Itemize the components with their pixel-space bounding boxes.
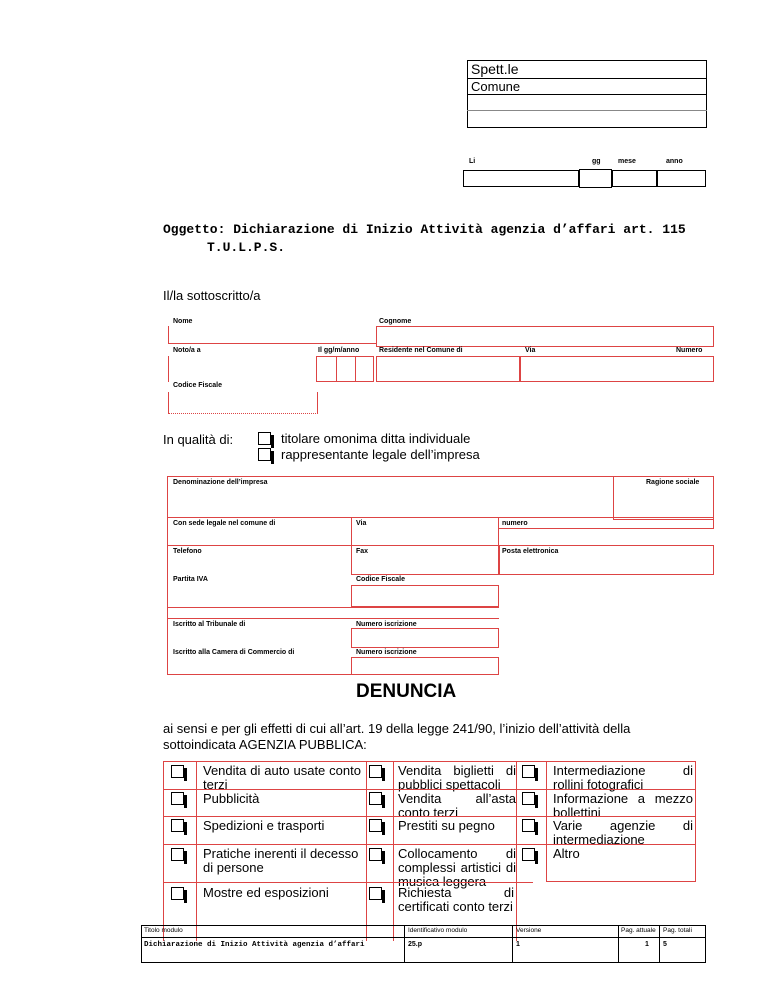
label-num-iscr1: Numero iscrizione bbox=[356, 621, 417, 628]
ragione-sociale-field[interactable] bbox=[613, 476, 714, 520]
checkbox-pegno[interactable] bbox=[369, 819, 382, 832]
nome-field[interactable] bbox=[168, 326, 376, 344]
checkbox-collocamento[interactable] bbox=[369, 848, 382, 861]
company-via-field[interactable] bbox=[351, 517, 499, 547]
date-anno-field[interactable] bbox=[657, 170, 706, 187]
data-nascita-field[interactable] bbox=[316, 356, 374, 382]
date-mese-label: mese bbox=[618, 158, 636, 165]
activity-spedizioni: Spedizioni e trasporti bbox=[203, 818, 325, 833]
option-titolare: titolare omonima ditta individuale bbox=[281, 431, 471, 446]
label-fax: Fax bbox=[356, 548, 369, 555]
denuncia-title: DENUNCIA bbox=[356, 681, 457, 702]
date-li-label: Li bbox=[469, 158, 476, 165]
recipient-field[interactable] bbox=[467, 110, 707, 111]
footer-h-pag: Pag. attuale bbox=[621, 927, 656, 934]
fax-field[interactable] bbox=[351, 545, 499, 575]
activity-mostre: Mostre ed esposizioni bbox=[203, 885, 329, 900]
num-iscr1-field[interactable] bbox=[351, 628, 499, 648]
activity-altro: Altro bbox=[553, 846, 580, 861]
capacity-label: In qualità di: bbox=[163, 432, 234, 447]
company-numero-field[interactable] bbox=[499, 517, 714, 529]
checkbox-spedizioni[interactable] bbox=[171, 819, 184, 832]
cognome-field[interactable] bbox=[376, 326, 714, 347]
checkbox-biglietti[interactable] bbox=[369, 765, 382, 778]
date-place-field[interactable] bbox=[463, 170, 579, 187]
company-cf-field[interactable] bbox=[351, 585, 499, 607]
label-email: Posta elettronica bbox=[502, 548, 559, 555]
label-denominazione: Denominazione dell’impresa bbox=[173, 479, 268, 486]
label-codice-fiscale: Codice Fiscale bbox=[173, 382, 223, 389]
date-gg-label: gg bbox=[592, 158, 601, 165]
checkbox-altro[interactable] bbox=[522, 848, 535, 861]
checkbox-bollettini[interactable] bbox=[522, 792, 535, 805]
activity-rollini: Intermediazione di rollini fotografici bbox=[553, 763, 693, 792]
subject-line2: T.U.L.P.S. bbox=[207, 240, 286, 255]
label-via: Via bbox=[525, 347, 536, 354]
label-numero: Numero bbox=[676, 347, 703, 354]
label-cognome: Cognome bbox=[379, 318, 412, 325]
checkbox-auto-usate[interactable] bbox=[171, 765, 184, 778]
footer-h-versione: Versione bbox=[516, 927, 542, 934]
activity-asta: Vendita all’asta conto terzi bbox=[398, 791, 516, 820]
activity-pegno: Prestiti su pegno bbox=[398, 818, 495, 833]
label-company-via: Via bbox=[356, 520, 367, 527]
footer-h-titolo: Titolo modulo bbox=[144, 927, 183, 934]
option-rappresentante: rappresentante legale dell’impresa bbox=[281, 447, 480, 462]
checkbox-mostre[interactable] bbox=[171, 887, 184, 900]
checkbox-decesso[interactable] bbox=[171, 848, 184, 861]
subject-line1: Oggetto: Dichiarazione di Inizio Attività agenzia d’affari art. 115 bbox=[163, 222, 686, 237]
label-residente: Residente nel Comune di bbox=[379, 347, 463, 354]
footer-id: 25.p bbox=[408, 941, 423, 948]
label-il: Il gg/m/anno bbox=[318, 347, 360, 354]
denuncia-text1: ai sensi e per gli effetti di cui all’art. 19 della legge 241/90, l’inizio dell’attività della bbox=[163, 721, 631, 736]
label-num-iscr2: Numero iscrizione bbox=[356, 649, 417, 656]
label-company-numero: numero bbox=[502, 520, 528, 527]
label-nome: Nome bbox=[173, 318, 193, 325]
date-gg-field[interactable] bbox=[579, 169, 612, 188]
intro-text: Il/la sottoscritto/a bbox=[163, 288, 261, 303]
via-field[interactable] bbox=[520, 356, 714, 382]
footer-tot: 5 bbox=[663, 941, 667, 948]
label-camera: Iscritto alla Camera di Commercio di bbox=[173, 649, 295, 656]
residente-field[interactable] bbox=[376, 356, 520, 382]
date-anno-label: anno bbox=[666, 158, 683, 165]
label-tribunale: Iscritto al Tribunale di bbox=[173, 621, 246, 628]
activity-pubblicita: Pubblicità bbox=[203, 791, 260, 806]
label-company-cf: Codice Fiscale bbox=[356, 576, 406, 583]
checkbox-rappresentante[interactable] bbox=[258, 448, 271, 461]
label-nato: Noto/a a bbox=[173, 347, 201, 354]
activity-biglietti: Vendita biglietti di pubblici spettacoli bbox=[398, 763, 516, 792]
num-iscr2-field[interactable] bbox=[351, 657, 499, 675]
footer-pag: 1 bbox=[645, 941, 649, 948]
recipient-line2: Comune bbox=[471, 79, 521, 94]
activity-certificati: Richiesta di certificati conto terzi bbox=[398, 885, 514, 914]
checkbox-rollini[interactable] bbox=[522, 765, 535, 778]
label-telefono: Telefono bbox=[173, 548, 202, 555]
footer-versione: 1 bbox=[516, 941, 520, 948]
label-piva: Partita IVA bbox=[173, 576, 208, 583]
activity-varie: Varie agenzie di intermediazione bbox=[553, 818, 693, 847]
email-field[interactable] bbox=[499, 545, 714, 575]
codice-fiscale-field[interactable] bbox=[168, 392, 318, 414]
nato-field[interactable] bbox=[168, 356, 316, 382]
checkbox-pubblicita[interactable] bbox=[171, 792, 184, 805]
checkbox-varie[interactable] bbox=[522, 819, 535, 832]
label-ragione-sociale: Ragione sociale bbox=[646, 479, 700, 486]
footer-titolo: Dichiarazione di Inizio Attività agenzia d’affari bbox=[144, 941, 365, 949]
activity-bollettini: Informazione a mezzo bollettini bbox=[553, 791, 693, 820]
footer-h-id: Identificativo modulo bbox=[408, 927, 468, 934]
checkbox-titolare[interactable] bbox=[258, 432, 271, 445]
checkbox-asta[interactable] bbox=[369, 792, 382, 805]
activity-decesso: Pratiche inerenti il decesso di persone bbox=[203, 846, 359, 875]
checkbox-certificati[interactable] bbox=[369, 887, 382, 900]
activity-collocamento: Collocamento di complessi artistici di musica leggera bbox=[398, 846, 516, 889]
denuncia-text2: sottoindicata AGENZIA PUBBLICA: bbox=[163, 737, 367, 752]
footer-h-tot: Pag. totali bbox=[663, 927, 692, 934]
denominazione-field[interactable] bbox=[167, 487, 613, 517]
date-mese-field[interactable] bbox=[612, 170, 657, 187]
label-sede: Con sede legale nel comune di bbox=[173, 520, 276, 527]
recipient-line1: Spett.le bbox=[471, 61, 519, 77]
activity-auto-usate: Vendita di auto usate conto terzi bbox=[203, 763, 361, 792]
